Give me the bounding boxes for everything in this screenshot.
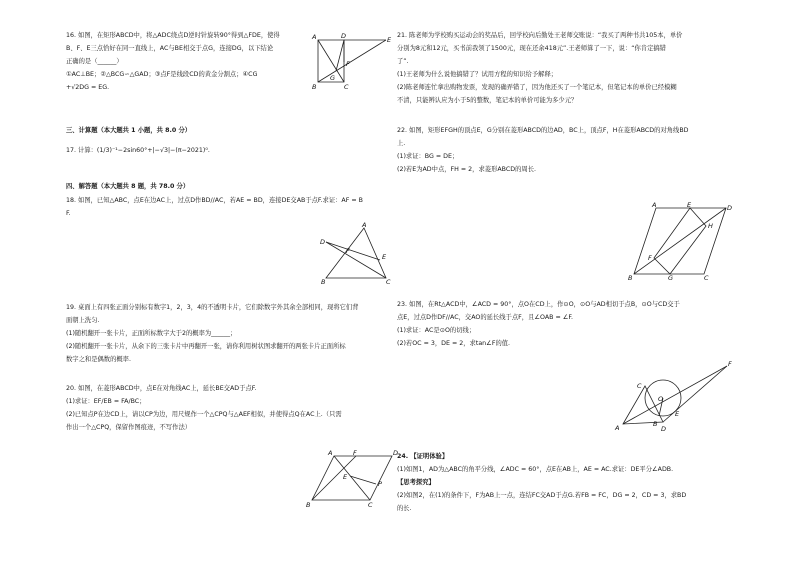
question-22: [397, 124, 689, 176]
q19-line-4: (2)随机翻开一张卡片，从余下的三张卡片中再翻开一张，请你利用树状图求翻开的两张卡片正面所标: [66, 343, 346, 350]
q16-line-1: 16. 如图，在矩形ABCD中，将△ADC绕点D逆时针旋转90°得到△FDE，使得: [66, 32, 280, 39]
q22-label-b: B: [628, 274, 633, 282]
q19-line-5: 数字之和是偶数的概率.: [66, 356, 131, 363]
q18-line-de: [326, 242, 380, 260]
q24-line-3: 【思考探究】: [397, 479, 435, 486]
q22-label-c: C: [704, 274, 709, 282]
q20-label-p: P: [378, 480, 382, 488]
question-23: [397, 298, 680, 350]
q23-line-4: (2)若OC = 3，DE = 2，求tan∠F的值.: [397, 340, 511, 347]
q22-line-1: 22. 如图，矩形EFGH的顶点E，G分别在菱形ABCD的边AD，BC上，顶点F，H在菱形ABCD的对角线BD: [397, 127, 689, 134]
q16-line-be: [318, 40, 386, 82]
section-3-heading: 三、计算题（本大题共 1 小题，共 8.0 分）: [66, 127, 192, 134]
q19-line-1: 19. 桌面上有四张正面分别标有数字1，2，3，4的不透明卡片，它们除数字外其余全部相同，现将它们背: [66, 304, 359, 311]
q16-label-a: A: [312, 33, 317, 41]
q22-line-4: (2)若E为AD中点，FH = 2，求菱形ABCD的周长.: [397, 166, 537, 173]
q18-label-e: E: [382, 253, 387, 261]
q20-line-1: 20. 如图，在菱形ABCD中，点E在对角线AC上，延长BE交AD于点F.: [66, 385, 257, 392]
q23-label-e: E: [675, 410, 680, 418]
q16-figure: [310, 34, 400, 94]
q20-label-a: A: [328, 449, 333, 457]
q19-line-3: (1)随机翻开一张卡片，正面所标数字大于2的概率为______；: [66, 330, 237, 337]
q21-line-2: 分别为8元和12元，买书前我领了1500元，现在还余418元”.王老师算了一下，说：“你肯定搞错: [397, 45, 666, 52]
q16-label-d: D: [341, 32, 347, 40]
q20-label-b: B: [306, 501, 311, 509]
q18-line-2: F.: [66, 210, 71, 217]
q22-label-a: A: [652, 201, 657, 209]
q16-label-f: F: [346, 60, 350, 68]
q20-line-4: 作出一个△CPQ，保留作图痕迹，不写作法）: [66, 424, 192, 431]
q16-line-3: 正确的是（______）: [66, 58, 123, 65]
q20-line-3: (2)已知点P在边CD上，请以CP为边，用尺规作一个△CPQ与△AEF相似，并使得点Q在AC上.（只需: [66, 411, 342, 418]
q18-triangle-abc: [326, 228, 386, 278]
q23-label-f: F: [728, 360, 732, 368]
q23-label-a: A: [615, 424, 620, 432]
q22-line-3: (1)求证：BG = DE；: [397, 153, 459, 160]
q18-figure: [318, 222, 393, 284]
q20-figure: [306, 449, 400, 510]
q18-label-a: A: [362, 221, 367, 229]
q20-label-f: F: [353, 449, 357, 457]
right-column: [397, 0, 767, 562]
q21-line-6: 不清，只能辨认应为小于5的整数，笔记本的单价可能为多少元？: [397, 97, 578, 104]
q22-label-g: G: [668, 274, 674, 282]
q22-label-e: E: [687, 201, 692, 209]
q22-label-d: D: [727, 204, 733, 212]
q23-line-1: 23. 如图，在Rt△ACD中，∠ACD = 90°，点O在CD上，作⊙O，⊙O与AD相切于点B，⊙O与CD交于: [397, 301, 680, 308]
q22-label-h: H: [708, 222, 713, 230]
q19-line-2: 面朝上洗匀.: [66, 317, 100, 324]
section-4-heading: 四、解答题（本大题共 8 题，共 78.0 分）: [66, 183, 190, 190]
q23-line-3: (1)求证：AC是⊙O的切线；: [397, 327, 476, 334]
q22-label-f: F: [648, 254, 652, 262]
q20-label-c: C: [368, 501, 373, 509]
q16-line-2: B、F、E三点恰好在同一直线上，AC与BE相交于点G，连接DG，以下结论: [66, 45, 274, 52]
q18-label-d: D: [320, 238, 326, 246]
q21-line-3: 了”.: [397, 58, 409, 65]
q21-line-5: (2)陈老师连忙拿出购物发票，发现的确弄错了，因为他还买了一个笔记本，但笔记本的单价已经模糊: [397, 84, 677, 91]
q18-label-b: B: [321, 278, 326, 286]
q23-label-o: O: [658, 395, 664, 403]
q22-figure: [630, 202, 740, 282]
q23-line-df: [663, 366, 727, 422]
q23-line-2: 点E，过点D作DF//AC，交AO的延长线于点F，且∠OAB = ∠F.: [397, 314, 574, 321]
q24-line-5: 的长.: [397, 505, 412, 512]
q24-line-4: (2)如图2，在(1)的条件下，F为AB上一点，连结FC交AD于点G.若FB = FC，DG = 2，CD = 3，求BD: [397, 492, 687, 499]
q16-label-b: B: [312, 83, 317, 91]
q16-label-c: C: [344, 83, 349, 91]
q24-line-1: 24. 【证明体验】: [397, 453, 449, 460]
q18-label-f: F: [346, 247, 350, 255]
q18-label-c: C: [386, 278, 391, 286]
q20-line-2: (1)求证：EF/EB = FA/BC；: [66, 398, 146, 405]
q23-label-d: D: [661, 425, 667, 433]
question-24: [397, 450, 686, 515]
q24-line-2: (1)如图1，AD为△ABC的角平分线，∠ADC = 60°，点E在AB上，AE = AC.求证：DE平分∠ADB.: [397, 466, 674, 473]
q23-figure: [615, 360, 739, 433]
q16-line-5: +√2DG = EG.: [66, 84, 110, 91]
q16-line-4: ①AC⊥BE；②△BCG∽△GAD；③点F是线段CD的黄金分割点；④CG: [66, 71, 258, 78]
q21-line-1: 21. 陈老师为学校购买运动会的奖品后，回学校向后勤处王老师交账说：“我买了两种书共105本，单价: [397, 32, 683, 39]
question-19: [66, 301, 359, 366]
q22-diagonal-bd: [634, 208, 726, 274]
q18-line-bd: [326, 242, 386, 278]
q22-line-2: 上.: [397, 140, 406, 147]
q23-label-b: B: [653, 420, 658, 428]
q20-line-bf: [312, 456, 356, 500]
question-18: [66, 194, 363, 220]
q20-label-d: D: [393, 449, 399, 457]
question-21: [397, 29, 682, 107]
q23-label-c: C: [637, 382, 642, 390]
question-20: [66, 382, 342, 434]
q16-label-g: G: [330, 74, 336, 82]
q20-label-e: E: [343, 473, 348, 481]
q16-label-e: E: [387, 36, 392, 44]
question-16: [66, 29, 280, 94]
q18-line-1: 18. 如图，已知△ABC，点E在边AC上，过点D作BD//AC，若AE = BD，连接DE交AB于点F.求证：AF = B: [66, 197, 363, 204]
q20-diagonal-ac: [334, 456, 370, 500]
q21-line-4: (1)王老师为什么说他搞错了？试用方程的知识给予解释；: [397, 71, 558, 78]
question-17: 17. 计算：(1/3)⁻¹−2sin60°+|−√3|−(π−2021)⁰.: [66, 147, 210, 154]
